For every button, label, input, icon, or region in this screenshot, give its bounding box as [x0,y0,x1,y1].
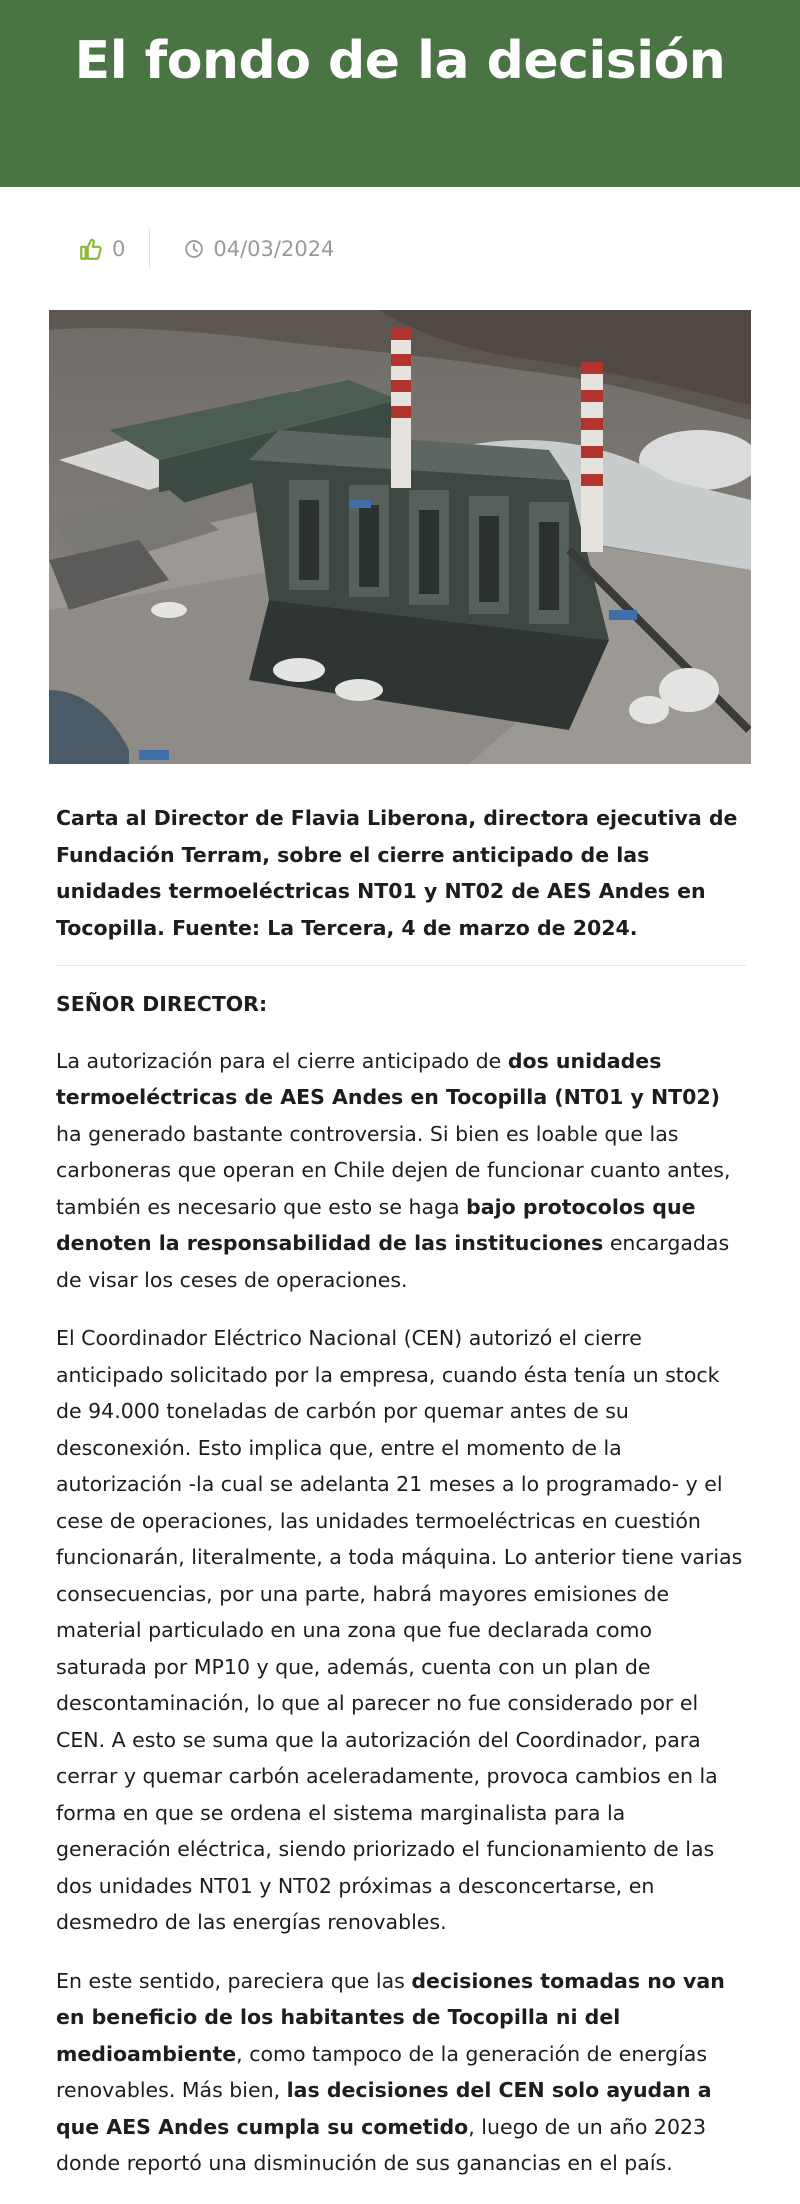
page-banner [0,0,800,187]
post-date [184,237,334,261]
lead-divider [56,965,746,966]
paragraph-3-text-c: , luego de un año 2023 donde reportó una disminución de sus ganancias en el país. [56,2114,707,2175]
chimney-right [581,362,603,552]
meta-divider [149,229,150,269]
paragraph-1 [56,1043,746,1299]
page-title: El fondo de la decisión [74,31,726,91]
paragraph-2: El Coordinador Eléctrico Nacional (CEN) autorizó el cierre anticipado solicitado por la empresa, cuando ésta tenía un stock de 94.000 toneladas de carbón por quemar antes de su desconexión. Esto implica que, entre el momento de la autorización -la cual se adelanta 21 meses a lo programado- y el cese de operaciones, las unidades termoeléctricas en cuestión funcionarán, literalmente, a toda máquina. Lo anterior tiene varias consecuencias, por una parte, habrá mayores emisiones de material particulado en una zona que fue declarada como saturada por MP10 y que, además, cuenta con un plan de descontaminación, lo que al parecer no fue considerado por el CEN. A esto se suma que la autorización del Coordinador, para cerrar y quemar carbón aceleradamente, provoca cambios en la forma en que se ordena el sistema marginalista para la generación eléctrica, siendo priorizado el funcionamiento de las dos unidades NT01 y NT02 próximas a desconcertarse, en desmedro de las energías renovables. [56,1326,743,1934]
salutation: SEÑOR DIRECTOR: [56,992,268,1016]
paragraph-1-bold-a: dos unidades termoeléctricas de AES Andes en Tocopilla (NT01 y NT02) [56,1048,721,1109]
thumbs-up-icon[interactable] [78,236,104,262]
paragraph-3-bold-a: decisiones tomadas no van en beneficio de los habitantes de Tocopilla ni del medioambiente [56,1968,725,2066]
paragraph-3-bold-b: las decisiones del CEN solo ayudan a que AES Andes cumpla su cometido [56,2078,712,2139]
post-meta [78,226,334,272]
like-count: 0 [112,237,126,261]
date-text: 04/03/2024 [213,237,335,261]
paragraph-1-text-a: La autorización para el cierre anticipado de [56,1048,508,1073]
paragraph-1-text-b: ha generado bastante controversia. Si bien es loable que las carboneras que operan en Chile dejen de funcionar cuanto antes, también es necesario que esto se haga [56,1121,731,1219]
clock-icon [184,239,204,259]
power-plant-photo [49,310,751,764]
paragraph-1-text-c: encargadas de visar los ceses de operaciones. [56,1231,730,1292]
paragraph-3-text-a: En este sentido, pareciera que las [56,1968,412,1993]
like-button[interactable] [78,236,125,262]
paragraph-3-text-b: , como tampoco de la generación de energías renovables. Más bien, [56,2041,708,2102]
paragraph-1-bold-b: bajo protocolos que denoten la responsabilidad de las instituciones [56,1194,696,1255]
article-lead: Carta al Director de Flavia Liberona, directora ejecutiva de Fundación Terram, sobre el cierre anticipado de las unidades termoeléctricas NT01 y NT02 de AES Andes en Tocopilla. Fuente: La Tercera, 4 de marzo de 2024. [56,806,738,940]
paragraph-3 [56,1963,746,2182]
chimney-left [391,328,411,488]
featured-image [49,310,751,764]
article-body [56,800,746,2204]
